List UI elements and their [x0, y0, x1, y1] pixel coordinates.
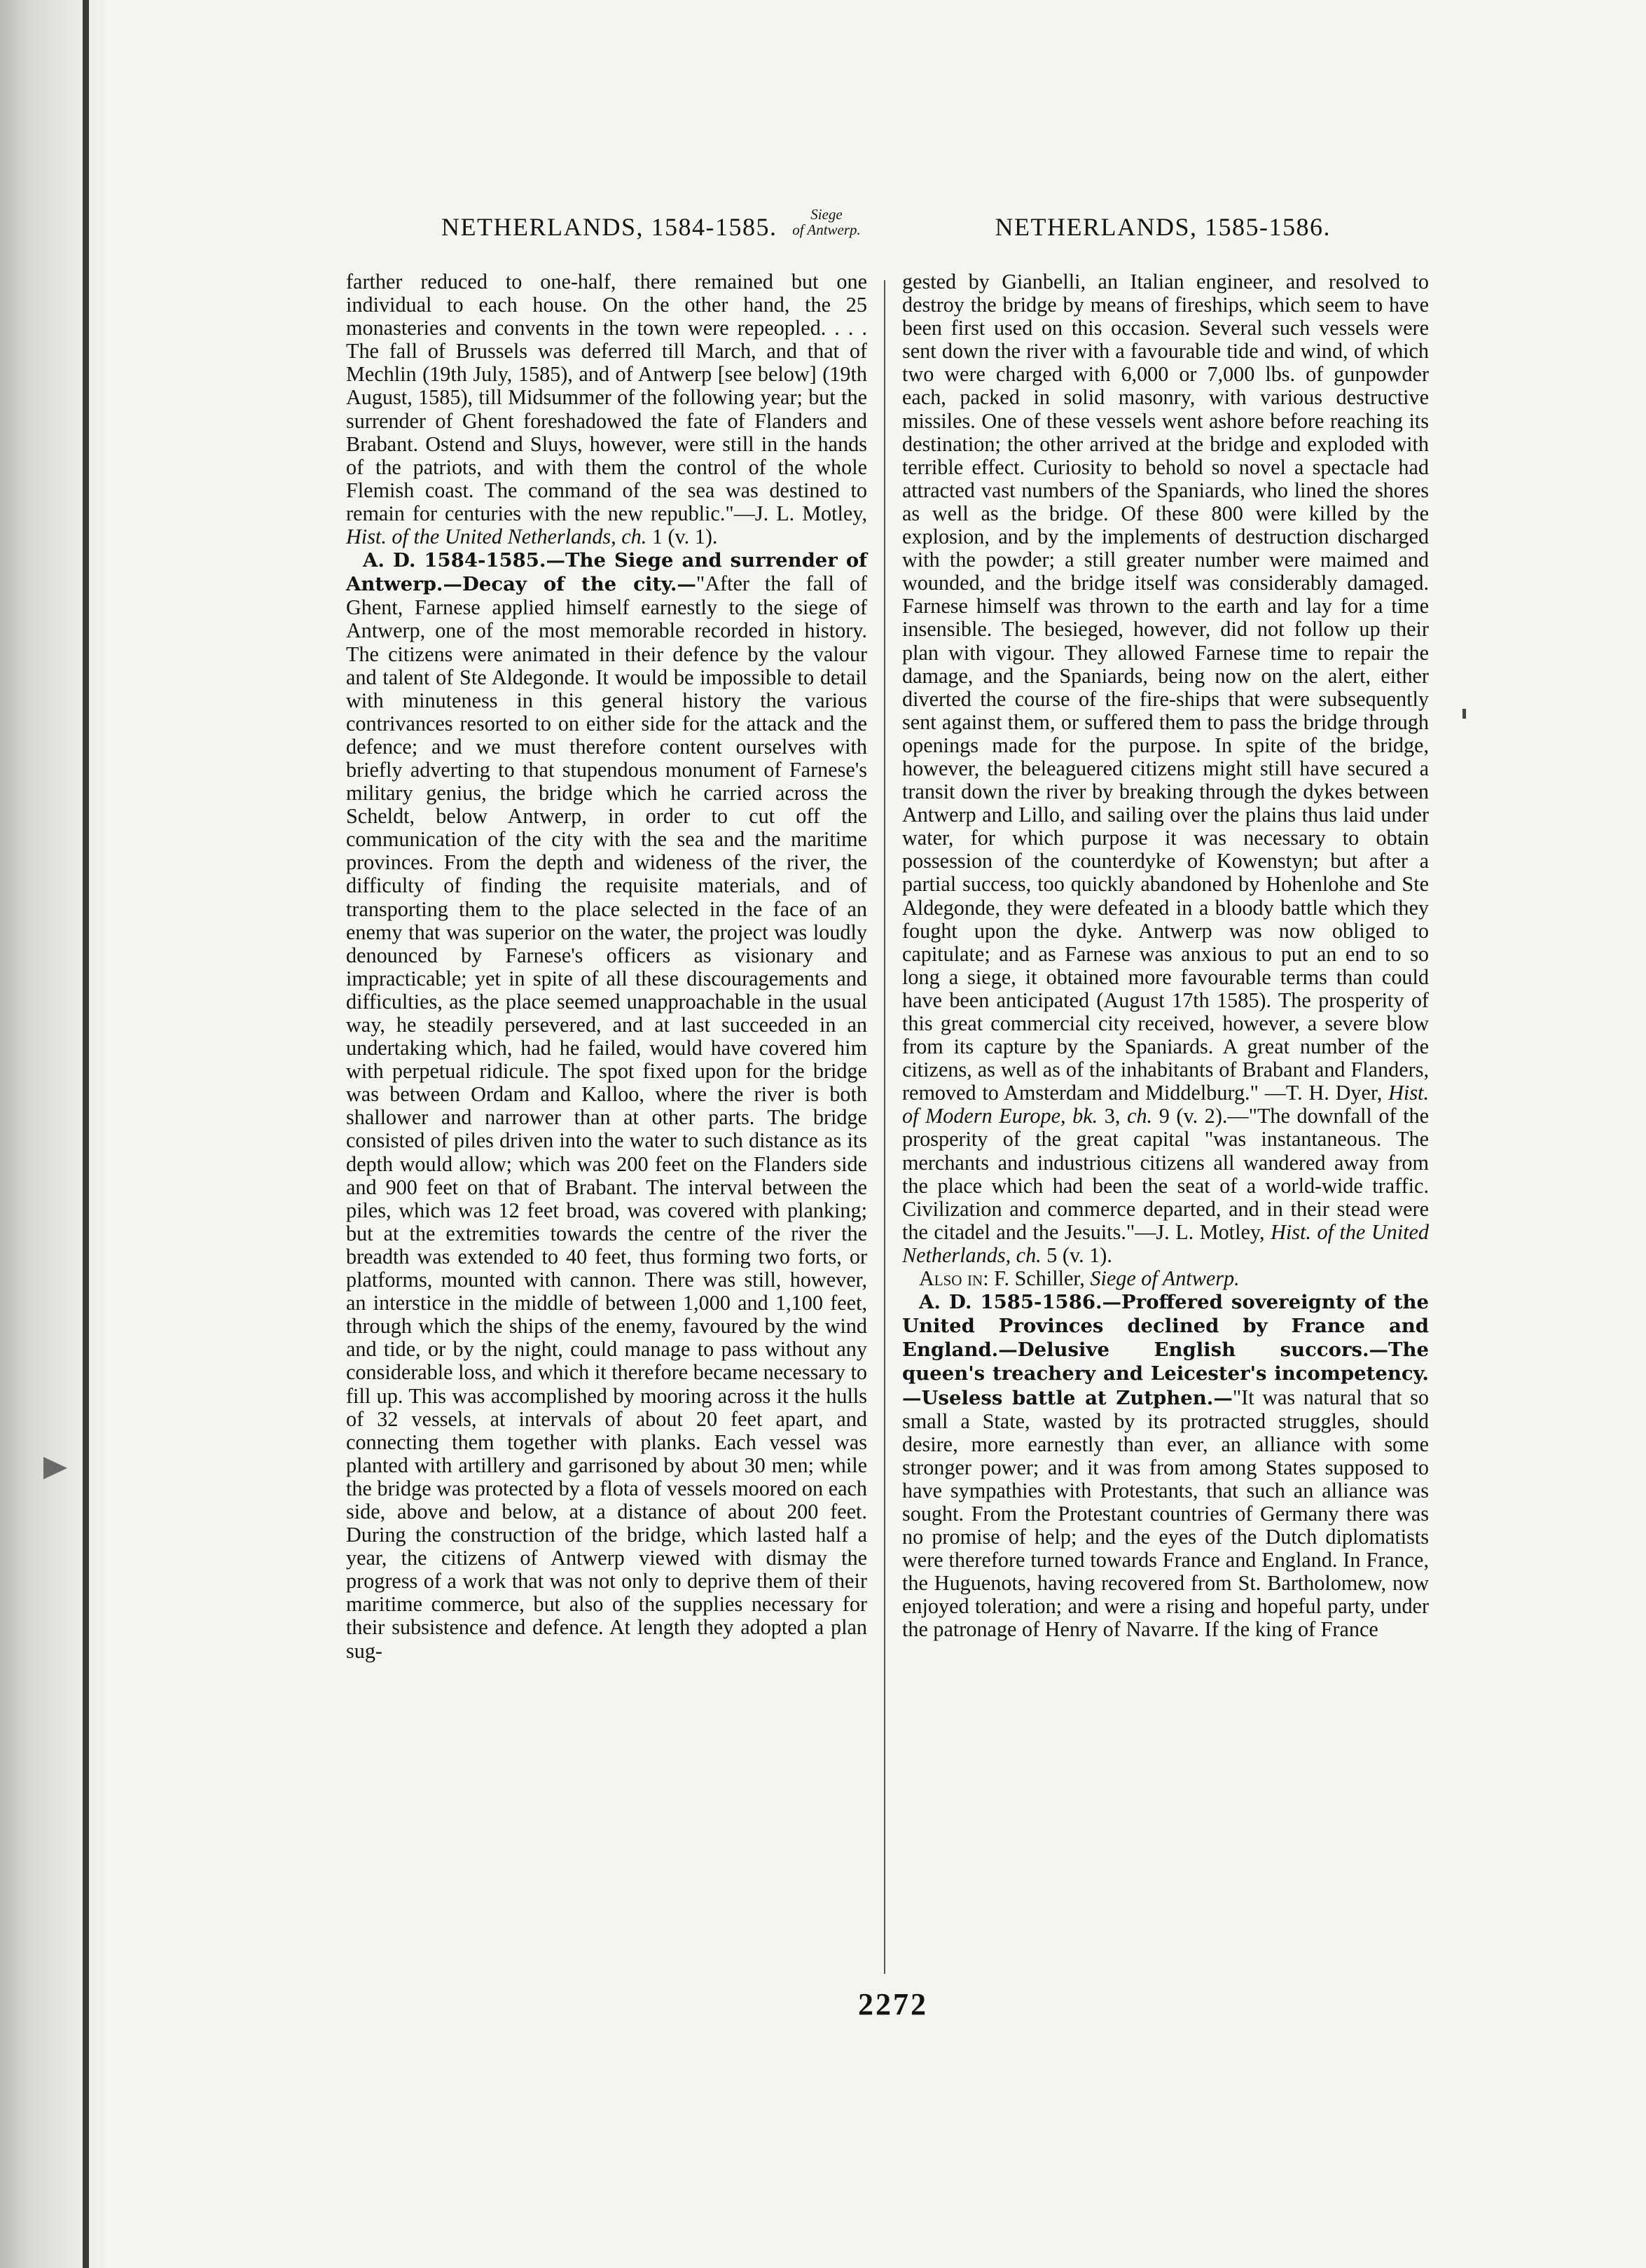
also-in-citation: Siege of Antwerp. [1090, 1266, 1240, 1291]
right-entry-1585 [902, 1290, 1429, 1641]
right-p1-mid-2: 9 (v. 2).—"The downfall of the prosperity of the great capital "was instantaneous. The merchants and industrious citizens all wandered away from the place which had been the seat of a world-wide traffic. Civilization and commerce departed, and in their stead were the citadel and the Jesuits."—J. L. Motley, [902, 1104, 1430, 1244]
right-p1-mid-1: 3, [1098, 1104, 1128, 1128]
entry-text-1584: "After the fall of Ghent, Farnese applied himself earnestly to the siege of Antwerp, one of the most memorable recorded in history. The citizens were animated in their defence by the valour and talent of Ste Aldegonde. It would be impossible to detail with minuteness in this general history the various contrivances resorted to on either side for the attack and the defence; and we must therefore content ourselves with briefly adverting to that stupendous monument of Farnese's military genius, the bridge which he carried across the Scheldt, below Antwerp, in order to cut off the communication of the city with the sea and the maritime provinces. From the depth and wideness of the river, the difficulty of finding the requisite materials, and of transporting them to the place selected in the face of an enemy that was superior on the water, the project was loudly denounced by Farnese's officers as visionary and impracticable; yet in spite of all these discouragements and difficulties, as the place seemed unapproachable in the usual way, he steadily persevered, and at last succeeded in an undertaking which, had he failed, would have covered him with perpetual ridicule. The spot fixed upon for the bridge was between Ordam and Kalloo, where the river is both shallower and narrower than at other parts. The bridge consisted of piles driven into the water to such distance as its depth would allow; which was 200 feet on the Flanders side and 900 feet on that of Brabant. The interval between the piles, which was 12 feet broad, was covered with planking; but at the extremities towards the centre of the river the breadth was extended to 40 feet, thus forming two forts, or platforms, mounted with cannon. There was still, however, an interstice in the middle of between 1,000 and 1,100 feet, through which the ships of the enemy, favoured by the wind and tide, or by the night, could manage to pass without any considerable loss, and which it therefore became necessary to fill up. This was accomplished by mooring across it the hulls of 32 vessels, at intervals of about 20 feet apart, and connecting them together with planks. Each vessel was planted with artillery and garrisoned by about 30 men; while the bridge was protected by a flota of vessels moored on each side, above and below, at a distance of about 200 feet. During the construction of the bridge, which lasted half a year, the citizens of Antwerp viewed with dismay the progress of a work that was not only to deprive them of their maritime commerce, but also of the supplies necessary for their subsistence and defence. At length they adopted a plan sug- [346, 572, 867, 1663]
left-paragraph-1 [346, 270, 867, 548]
column-divider [884, 280, 885, 1974]
also-in-text: : F. Schiller, [983, 1266, 1091, 1291]
entry-heading-1585: A. D. 1585-1586.—Proffered sovereignty of the United Provinces declined by France and England.—Delusive English succors.—The queen's treachery and Leicester's incompetency.—Useless battle at Zutphen.— [902, 1291, 1429, 1409]
also-in-line [902, 1267, 1429, 1290]
header-center [774, 207, 879, 237]
right-p1-end: 5 (v. 1). [1041, 1243, 1112, 1267]
left-p1-text: farther reduced to one-half, there remained but one individual to each house. On the other hand, the 25 monasteries and convents in the town were repeopled. . . . The fall of Brussels was deferred till March, and that of Mechlin (19th July, 1585), and of Antwerp [see below] (19th August, 1585), till Midsummer of the following year; but the surrender of Ghent foreshadowed the fate of Flanders and Brabant. Ostend and Sluys, however, were still in the hands of the patriots, and with them the control of the whole Flemish coast. The command of the sea was destined to remain for centuries with the new republic."—J. L. Motley, [346, 270, 867, 525]
left-column [346, 270, 867, 1663]
entry-heading-1584: A. D. 1584-1585.—The Siege and surrender of Antwerp.—Decay of the city.— [346, 549, 867, 596]
header-right: NETHERLANDS, 1585-1586. [995, 213, 1331, 241]
header-left: NETHERLANDS, 1584-1585. [441, 213, 777, 241]
right-paragraph-1 [902, 270, 1429, 1267]
binding-edge-line [83, 0, 89, 2268]
header-center-line1: Siege [810, 206, 843, 223]
right-p1-citation-2: ch. [1127, 1104, 1153, 1128]
scan-speck [1462, 709, 1466, 719]
left-p1-end: 1 (v. 1). [646, 525, 718, 549]
left-p1-citation: Hist. of the United Netherlands, ch. [346, 525, 647, 549]
left-entry-1584 [346, 548, 867, 1663]
right-p1-citation-3: Hist. of the United Netherlands, ch. [902, 1219, 1430, 1267]
right-p1-text: gested by Gianbelli, an Italian engineer, and resolved to destroy the bridge by means of fireships, which seem to have been first used on this occasion. Several such vessels were sent down the river with a favourable tide and wind, of which two were charged with 6,000 or 7,000 lbs. of gunpowder each, packed in solid masonry, with various destructive missiles. One of these vessels went ashore before reaching its destination; the other arrived at the bridge and exploded with terrible effect. Curiosity to behold so novel a spectacle had attracted vast numbers of the Spaniards, who lined the shores as well as the bridge. Of these 800 were killed by the explosion, and by the implements of destruction discharged with the powder; a still greater number were maimed and wounded, and the bridge itself was considerably damaged. Farnese himself was thrown to the earth and lay for a time insensible. The besieged, however, did not follow up their plan with vigour. They allowed Farnese time to repair the damage, and the Spaniards, being now on the alert, either diverted the course of the fire-ships that were subsequently sent against them, or suffered them to pass the bridge through openings made for the purpose. In spite of the bridge, however, the beleaguered citizens might still have secured a transit down the river by breaking through the dykes between Antwerp and Lillo, and sailing over the plains thus laid under water, for which purpose it was necessary to obtain possession of the counterdyke of Kowenstyn; but after a partial success, too quickly abandoned by Hohenlohe and Ste Aldegonde, they were defeated in a bloody battle which they fought upon the dyke. Antwerp was now obliged to capitulate; and as Farnese was anxious to put an end to so long a siege, it obtained more favourable terms than could have been anticipated (August 17th 1585). The prosperity of this great commercial city received, however, a severe blow from its capture by the Spaniards. A great number of the citizens, as well as of the inhabitants of Brabant and Flanders, removed to Amsterdam and Middelburg." —T. H. Dyer, [902, 270, 1429, 1105]
entry-text-1585: "It was natural that so small a State, wasted by its protracted struggles, should desire, more earnestly than ever, an alliance with some stronger power; and it was from among States supposed to have sympathies with Protestants, that such an alliance was sought. From the Protestant countries of Germany there was no promise of help; and the eyes of the Dutch diplomatists were therefore turned towards France and England. In France, the Huguenots, having recovered from St. Bartholomew, now enjoyed toleration; and were a rising and hopeful party, under the patronage of Henry of Navarre. If the king of France [902, 1385, 1429, 1642]
right-p1-citation-1: Hist. of Modern Europe, bk. [902, 1081, 1429, 1128]
running-header [336, 207, 1331, 270]
page-number: 2272 [858, 1987, 928, 2021]
right-column [902, 270, 1429, 1642]
also-in-label: Also in [919, 1266, 983, 1291]
binding-marker [43, 1457, 67, 1479]
book-binding-shadow [0, 0, 105, 2268]
header-center-line2: of Antwerp. [792, 221, 861, 238]
